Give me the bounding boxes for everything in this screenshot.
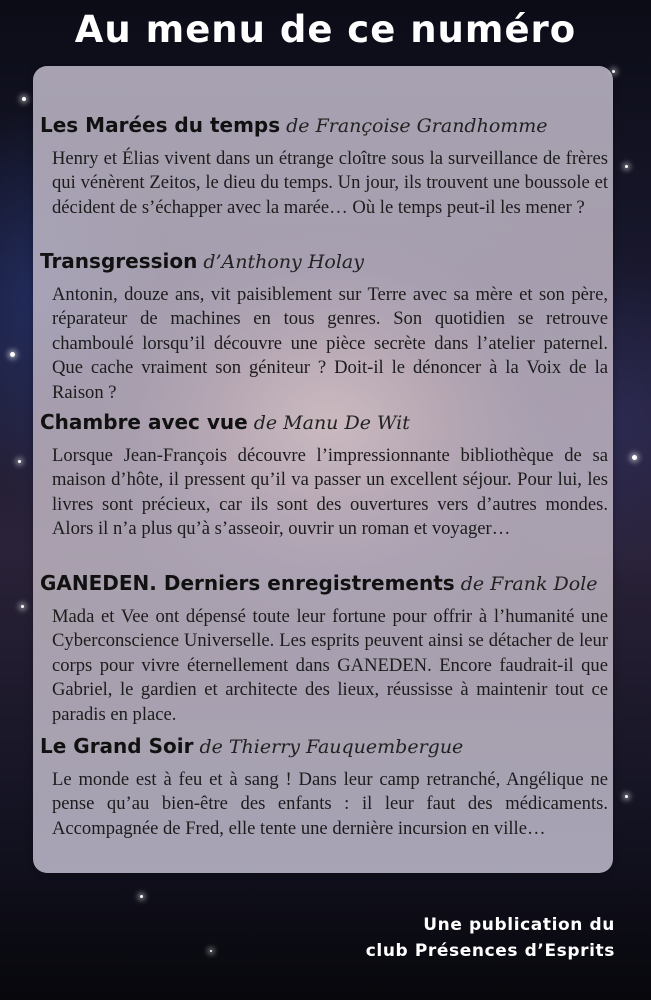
page-title: Au menu de ce numéro (74, 8, 577, 51)
story-author: de Manu De Wit (253, 412, 410, 434)
star (625, 795, 628, 798)
story-title: Le Grand Soir (40, 734, 194, 758)
story-description: Lorsque Jean-François découvre l’impressionnante bibliothèque de sa maison d’hôte, il pressent qu’il va passer un excellent séjour. Pour lui, les livres sont précieux, car ils sont des ouvertures vers d’autres mondes. Alors il n’a plus qu’à s’asseoir, ouvrir un roman et voyager… (52, 445, 608, 540)
publisher-line-1: Une publication du (423, 915, 615, 935)
story-description: Henry et Élias vivent dans un étrange cloître sous la surveillance de frères qui vénèrent Zeitos, le dieu du temps. Un jour, ils trouvent une boussole et décident de s’échapper avec la marée… Où le temps peut-il les mener ? (52, 148, 608, 218)
story-title: Les Marées du temps (40, 113, 281, 137)
story-author: de Thierry Fauquembergue (199, 736, 464, 758)
story-description: Mada et Vee ont dépensé toute leur fortune pour offrir à l’humanité une Cyberconscience Universelle. Les esprits peuvent ainsi se détacher de leur corps pour vivre éternellement dans GANEDEN. Encore faudrait-il que Gabriel, le gardien et architecte des lieux, réussisse à maintenir tout ce paradis en place. (52, 606, 608, 725)
publisher-line-2: club Présences d’Esprits (365, 941, 615, 961)
story-title: GANEDEN. Derniers enregistrements (40, 571, 455, 595)
story-title: Chambre avec vue (40, 410, 248, 434)
story-item (40, 568, 610, 727)
story-heading (40, 731, 610, 764)
story-author: d’Anthony Holay (203, 251, 364, 273)
story-description: Le monde est à feu et à sang ! Dans leur camp retranché, Angélique ne pense qu’au bien-être des enfants : il leur faut des médicaments. Accompagnée de Fred, elle tente une dernière incursion en ville… (52, 769, 608, 839)
star (140, 895, 143, 898)
star (612, 70, 615, 73)
story-title: Transgression (40, 249, 198, 273)
star (625, 165, 628, 168)
star (10, 352, 15, 357)
story-heading (40, 110, 610, 143)
story-author: de Françoise Grandhomme (286, 115, 548, 137)
star (210, 950, 212, 952)
story-author: de Frank Dole (460, 573, 598, 595)
star (632, 455, 637, 460)
story-heading (40, 246, 610, 279)
star (18, 460, 21, 463)
story-heading (40, 407, 610, 440)
story-item (40, 246, 610, 405)
story-item (40, 110, 610, 220)
story-heading (40, 568, 610, 601)
star (21, 605, 24, 608)
story-item (40, 407, 610, 542)
story-item (40, 731, 610, 841)
story-description: Antonin, douze ans, vit paisiblement sur Terre avec sa mère et son père, réparateur de machines en tous genres. Son quotidien se retrouve chamboulé lorsqu’il découvre une pièce secrète dans l’atelier paternel. Que cache vraiment son géniteur ? Doit-il le dénoncer à la Voix de la Raison ? (52, 284, 608, 403)
star (22, 97, 26, 101)
publisher-credit (366, 912, 615, 964)
